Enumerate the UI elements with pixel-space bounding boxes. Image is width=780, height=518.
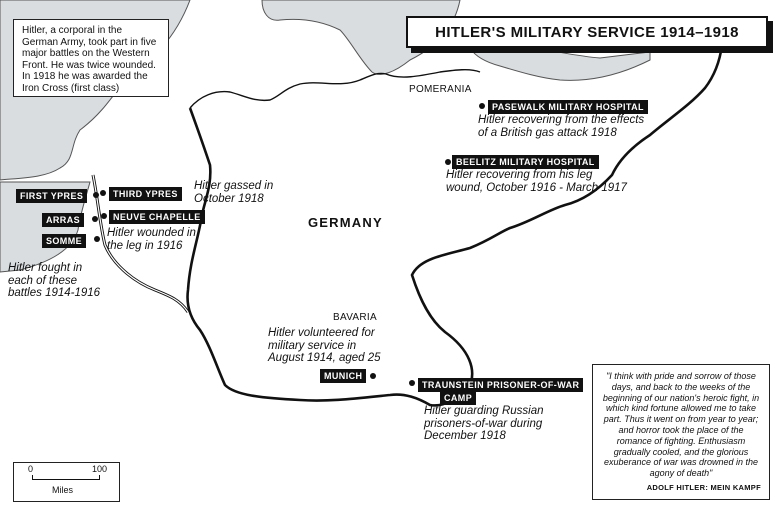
note-wounded-line-2: the leg in 1916 (107, 239, 183, 252)
note-pasewalk-line-1: Hitler recovering from the effects (478, 114, 645, 126)
quote-text: "I think with pride and sorrow of those days, and back to the weeks of the beginning of our nation's heroic fight, in which kind fortune allowed me to take part. Thus it went on from year to year; and horror took the place of the romance of fighting. Enthusiasm gradually cooled, and the glorious exuberance of war was drowned in the agony of death" (602, 371, 760, 479)
marker-beelitz (445, 159, 451, 165)
note-gassed (194, 180, 273, 205)
marker-arras (92, 216, 98, 222)
info-box (13, 19, 169, 97)
note-battles-line-3: battles 1914-1916 (8, 287, 101, 299)
info-text: Hitler, a corporal in the German Army, took part in five major battles on the Western Front. He was twice wounded. In 1918 he was awarded the Iron Cross (first class) (22, 25, 157, 94)
tag-pasewalk: PASEWALK MILITARY HOSPITAL (488, 100, 648, 114)
note-wounded-line-1: Hitler wounded in (107, 227, 196, 239)
note-munich-line-2: military service in (268, 339, 357, 352)
note-wounded (107, 227, 196, 252)
scale-unit: Miles (52, 485, 74, 495)
tag-third-ypres: THIRD YPRES (109, 187, 182, 201)
marker-munich (370, 373, 376, 379)
region-bavaria: BAVARIA (333, 312, 377, 323)
note-battles (8, 262, 100, 300)
note-munich (268, 327, 381, 365)
tag-traunstein: TRAUNSTEIN PRISONER-OF-WAR (418, 378, 583, 392)
tag-munich: MUNICH (320, 369, 366, 383)
note-gassed-line-1: Hitler gassed in (194, 180, 274, 192)
region-pomerania: POMERANIA (409, 84, 472, 95)
map-title: HITLER'S MILITARY SERVICE 1914–1918 (435, 23, 739, 41)
tag-first-ypres: FIRST YPRES (16, 189, 87, 203)
note-pasewalk (478, 114, 644, 139)
quote-box (592, 364, 770, 500)
note-traunstein-line-3: December 1918 (424, 430, 506, 442)
note-beelitz-line-2: wound, October 1916 - March 1917 (446, 181, 627, 194)
baltic-landmass (470, 46, 650, 81)
note-traunstein-line-2: prisoners-of-war during (424, 417, 543, 430)
tag-beelitz: BEELITZ MILITARY HOSPITAL (452, 155, 599, 169)
marker-pasewalk (479, 103, 485, 109)
scale-bar (13, 462, 120, 502)
marker-neuve-chapelle (101, 213, 107, 219)
tag-traunstein-camp: CAMP (440, 391, 476, 405)
note-munich-line-3: August 1914, aged 25 (268, 352, 381, 364)
scale-min: 0 (28, 464, 34, 474)
note-pasewalk-line-2: of a British gas attack 1918 (478, 126, 617, 139)
country-label: GERMANY (308, 215, 383, 230)
tag-neuve-chapelle: NEUVE CHAPELLE (109, 210, 205, 224)
note-traunstein-line-1: Hitler guarding Russian (424, 405, 544, 417)
quote-attribution: ADOLF HITLER: MEIN KAMPF (646, 483, 761, 493)
scale-tick-end (99, 475, 100, 479)
note-battles-line-2: each of these (8, 274, 78, 287)
marker-third-ypres (100, 190, 106, 196)
marker-traunstein (409, 380, 415, 386)
note-battles-line-1: Hitler fought in (8, 262, 83, 274)
scale-max: 100 (92, 464, 108, 474)
note-gassed-line-2: October 1918 (194, 192, 264, 205)
tag-somme: SOMME (42, 234, 86, 248)
map-title-box (406, 16, 768, 48)
marker-somme (94, 236, 100, 242)
note-traunstein (424, 405, 544, 443)
note-munich-line-1: Hitler volunteered for (268, 327, 375, 339)
tag-arras: ARRAS (42, 213, 84, 227)
note-beelitz-line-1: Hitler recovering from his leg (446, 169, 593, 181)
note-beelitz (446, 169, 627, 194)
scale-line (32, 479, 100, 480)
marker-first-ypres (93, 192, 99, 198)
